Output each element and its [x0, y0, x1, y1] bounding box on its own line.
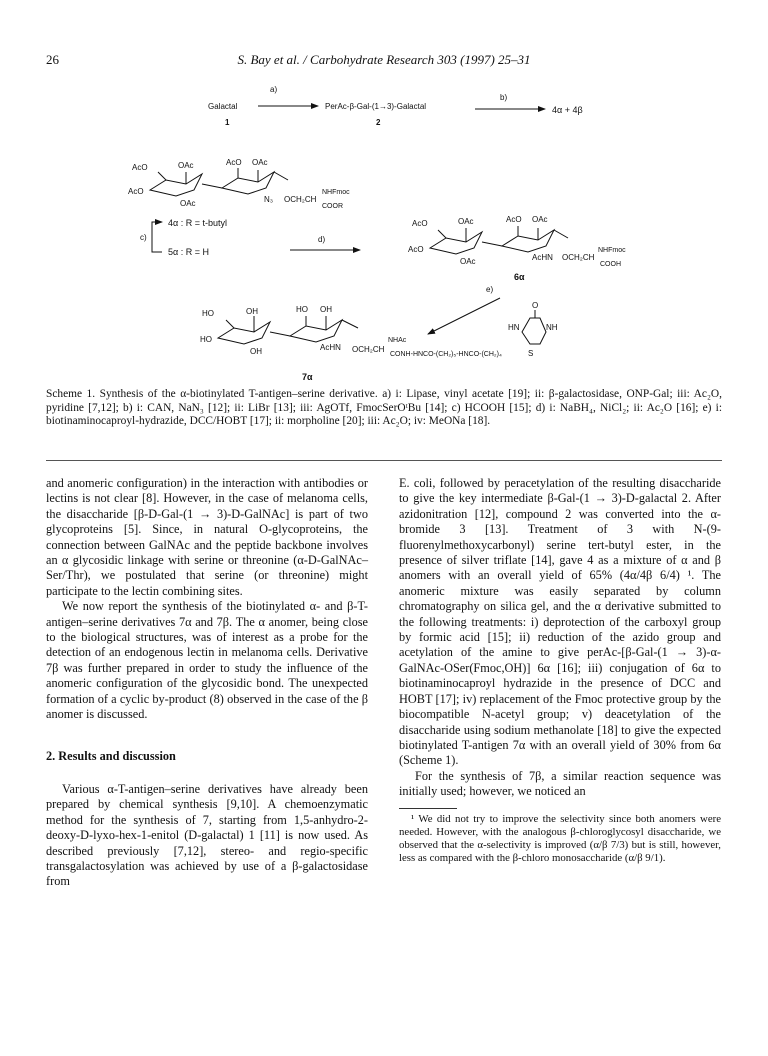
aco-label: AcO: [412, 219, 428, 228]
coor-label: COOR: [322, 203, 343, 210]
step1-reagent: a): [270, 85, 278, 94]
cooh-label: COOH: [600, 261, 621, 268]
step2-reagent: b): [500, 93, 508, 102]
aco-label: AcO: [132, 163, 148, 172]
achn-label: AcHN: [532, 253, 553, 262]
sulfur-label: S: [528, 349, 534, 358]
paragraph: and anomeric configuration) in the interaction with antibodies or lectins is not clear [8]. However, in the case of melanoma cells, the disaccharide [β-D-Gal-(1 → 3)-D-GalNAc] is part of two glycoproteins [5]. Since, in natural O-glycoproteins, the connection between GalNAc and the peptide backbone involves an α glycosidic linkage with serine or threonine (α-D-GalNAc–Ser/Thr), we postulated that serine (or threonine) might participate to the lectin combining sites.: [46, 476, 368, 598]
och2ch-label: OCH₂CH: [352, 345, 385, 354]
bracket-c: [152, 222, 162, 252]
right-column: [399, 476, 721, 865]
page-number: 26: [46, 52, 59, 67]
paragraph: Various α-T-antigen–serine derivatives have already been prepared by chemical synthesis [9,10]. A chemoenzymatic method for the synthesis of 7, starting from 1,5-anhydro-2-deoxy-D-lyxo-hex-1-enitol (D-galactal) 1 [11] is now used. As described previously [7,12], stereo- and regio-specific transgalactosylation was achieved by use of a β-galactosidase from: [46, 781, 368, 889]
step-e-label: e): [486, 285, 494, 294]
och2ch-label: OCH₂CH: [562, 253, 595, 262]
step-d-label: d): [318, 235, 326, 244]
disaccharide-1-structure: [150, 168, 288, 196]
oac-label: OAc: [252, 158, 268, 167]
oh-label: OH: [320, 305, 332, 314]
divider: [46, 460, 722, 461]
hn-label: HN: [508, 323, 520, 332]
compound-7a-label: 7α: [302, 372, 313, 382]
paragraph: E. coli, followed by peracetylation of the resulting disaccharide to give the key intermediate β-Gal-(1 → 3)-D-galactal 2. After azidonitration [12], compound 2 was converted into the α-bromide 3 [13]. Treatment of 3 with N-(9-fluorenylmethoxycarbonyl) serine tert-butyl ester, in the presence of silver triflate [14], gave 4 as a mixture of α and β anomers with an overall yield of 65% (4α/4β 6/4) ¹. The anomeric mixture was easily separated by column chromatography on silica gel, and the α derivative submitted to the following treatments: i) deprotection of the carboxyl group by formic acid [15]; ii) reduction of the azido group and acetylation of the amine to give perAc-[β-Gal-(1 → 3)-α-GalNAc-OSer(Fmoc,OH)] 6α [16]; iii) conjugation of 6α to biotinaminocaproyl hydrazide in the presence of DCC and HOBT [17]; iv) replacement of the Fmoc protective group by the biocompatible N-acetyl group; v) deacetylation of the disaccharide using sodium methanolate [18] to give the expected biotinylated T-antigen 7α with an overall yield of 30% from 6α (Scheme 1).: [399, 476, 721, 768]
intermediate-label: PerAc-β-Gal-(1→3)-Galactal: [325, 102, 427, 111]
footnote-rule: [399, 808, 457, 809]
azide-label: N₃: [264, 195, 274, 204]
paragraph: We now report the synthesis of the biotinylated α- and β-T-antigen–serine derivatives 7α and 7β. The α anomer, being close to the biological structures, was of interest as a probe for the detection of an endogenous lectin in melanoma cells. Derivative 7β was further prepared in order to study the influence of the anomeric configuration of the glycosidic bond. The unexpected formation of a cyclic by-product (8) observed in the case of the β anomer is discussed.: [46, 599, 368, 722]
oac-label: OAc: [178, 161, 194, 170]
left-column: [46, 476, 368, 890]
och2ch-label: OCH₂CH: [284, 195, 317, 204]
ho-label: HO: [200, 335, 212, 344]
nh-label: NH: [546, 323, 558, 332]
oh-label: OH: [250, 347, 262, 356]
disaccharide-6a-structure: [430, 226, 568, 254]
scheme-caption: Scheme 1. Synthesis of the α-biotinylated T-antigen–serine derivative. a) i: Lipase, vinyl acetate [19]; ii: β-galactosidase, ONP-Gal; iii: Ac₂O, pyridine [7,12]; b) i: CAN, NaN₃ [12]; ii: LiBr [13]; iii: AgOTf, FmocSerOᵗBu [14]; c) HCOOH [15]; d) i: NaBH₄, NiCl₂; ii: Ac₂O [16]; e) i: biotinaminocaproyl-hydrazide, DCC/HOBT [17]; ii: morpholine [20]; iii: Ac₂O; iv: MeONa [18].: [46, 388, 722, 428]
achn-label: AcHN: [320, 343, 341, 352]
step-c-label: c): [140, 233, 147, 242]
paragraph: For the synthesis of 7β, a similar reaction sequence was initially used; however, we noticed an: [399, 768, 721, 799]
oac-label: OAc: [460, 257, 476, 266]
ho-label: HO: [202, 309, 214, 318]
ho-label: HO: [296, 305, 308, 314]
disaccharide-7a-structure: [218, 310, 546, 344]
compound-6a-label: 6α: [514, 272, 525, 282]
r-tbutyl-label: 4α : R = t-butyl: [168, 218, 227, 228]
oac-label: OAc: [532, 215, 548, 224]
aco-label: AcO: [408, 245, 424, 254]
footnote: ¹ We did not try to improve the selectivity since both anomers were needed. However, with the analogous β-chloroglycosyl disaccharide, we observed that the α-selectivity is improved (α/β 7/3) but is still, however, less as compared with the β-chloro monosaccharide (α/β 9/1).: [399, 812, 721, 864]
linker-chain-label: CONH-HNCO-(CH₂)₅-HNCO-(CH₂)₄: [390, 351, 502, 358]
nhfmoc-label: NHFmoc: [322, 189, 350, 196]
galactal-label: Galactal: [208, 102, 238, 111]
oac-label: OAc: [180, 199, 196, 208]
reaction-scheme: [40, 72, 730, 390]
galactal-number: 1: [225, 118, 230, 127]
section-heading: 2. Results and discussion: [46, 748, 176, 763]
nhfmoc-label: NHFmoc: [598, 247, 626, 254]
nhac-label: NHAc: [388, 337, 407, 344]
aco-label: AcO: [226, 158, 242, 167]
oh-label: OH: [246, 307, 258, 316]
oac-label: OAc: [458, 217, 474, 226]
aco-label: AcO: [506, 215, 522, 224]
product-mix: 4α + 4β: [552, 105, 583, 115]
r-h-label: 5α : R = H: [168, 247, 209, 257]
intermediate-number: 2: [376, 118, 381, 127]
arrow-e: [428, 298, 500, 334]
aco-label: AcO: [128, 187, 144, 196]
carbonyl-o-label: O: [532, 301, 539, 310]
running-head: S. Bay et al. / Carbohydrate Research 303 (1997) 25–31: [237, 52, 531, 67]
